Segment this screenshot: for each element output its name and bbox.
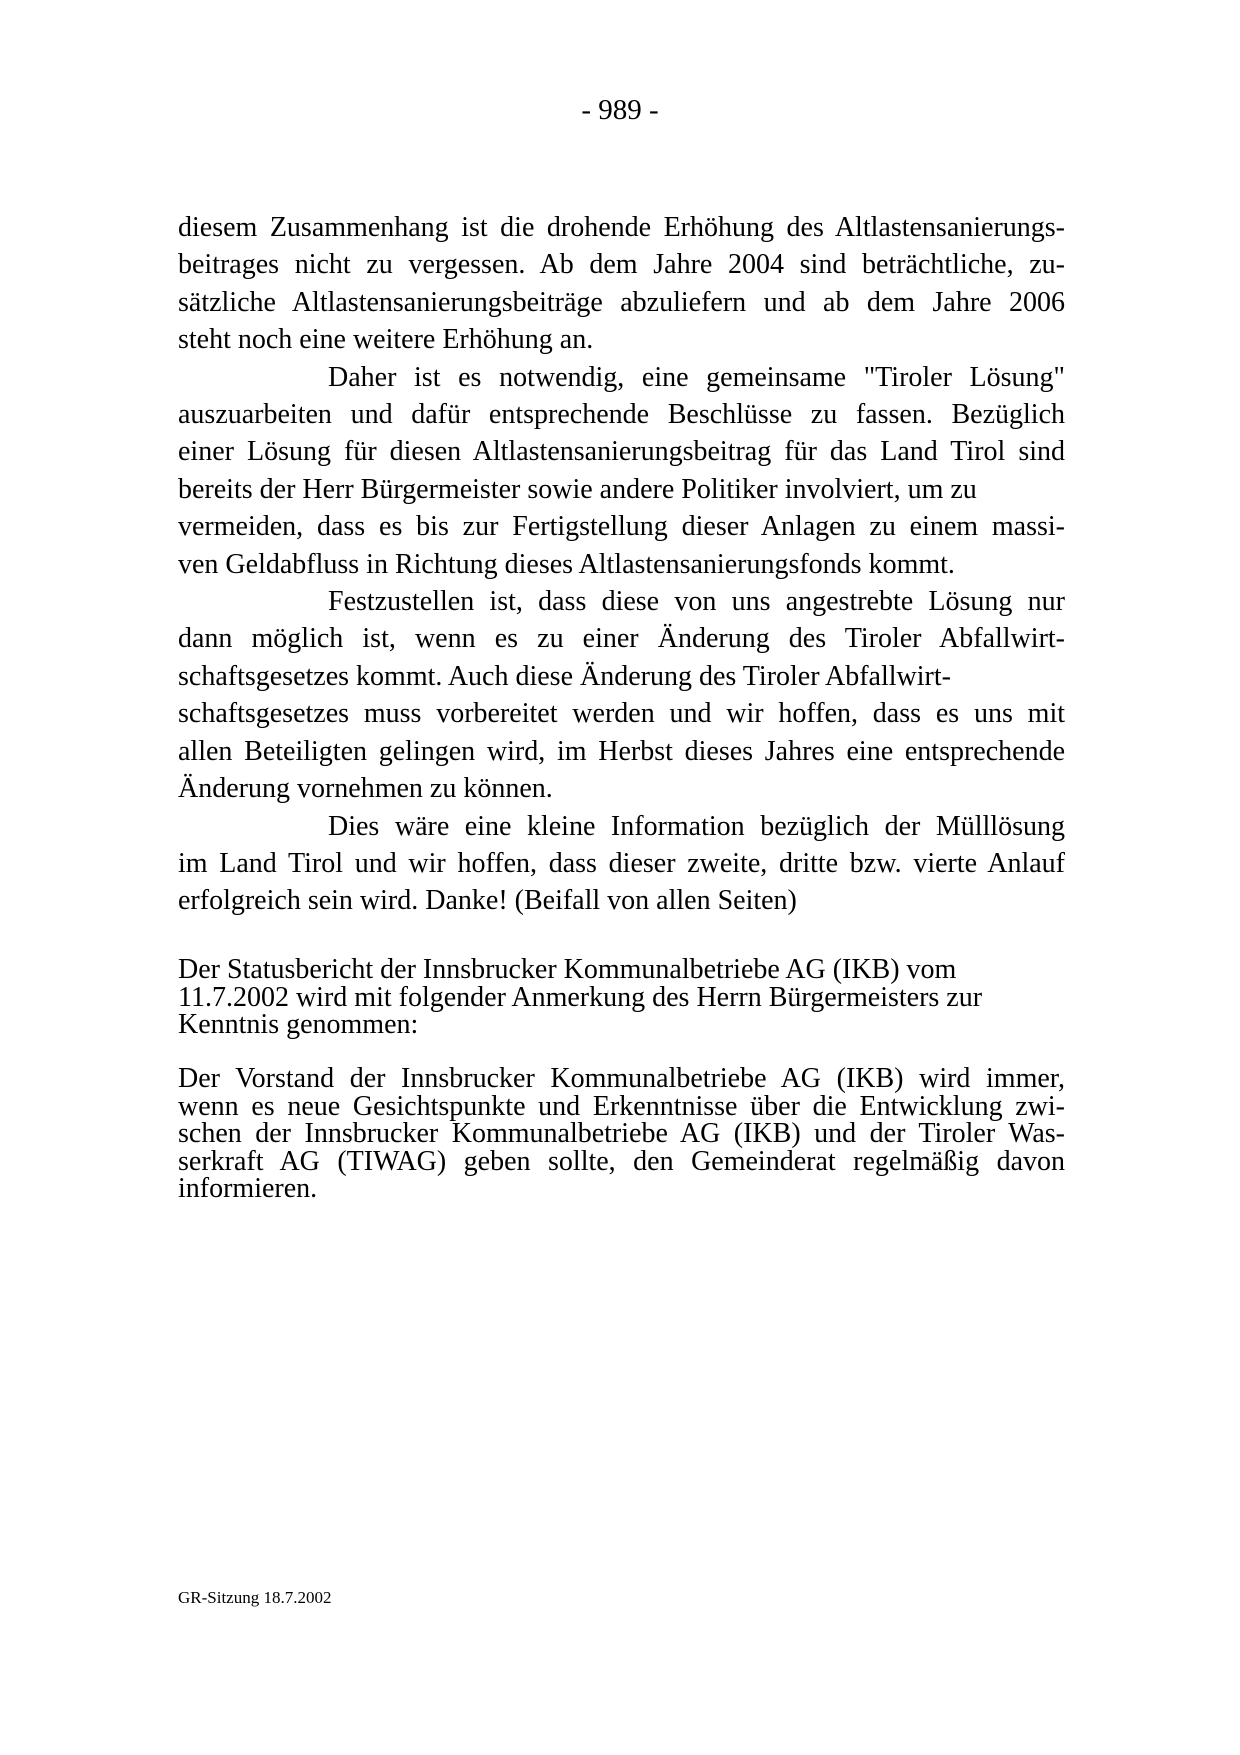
text-line: Änderung vornehmen zu können. (178, 773, 553, 805)
text-line: schaftsgesetzes kommt. Auch diese Änderung des Tiroler Abfallwirt- (178, 660, 951, 692)
speech-text (178, 209, 1065, 920)
text-line: bereits der Herr Bürgermeister sowie andere Politiker involviert, um zu (178, 473, 977, 505)
text-line: ven Geldabfluss in Richtung dieses Altlastensanierungsfonds kommt. (178, 548, 955, 580)
resolution-line: wenn es neue Gesichtspunkte und Erkenntnisse über die Entwicklung zwi- (178, 1090, 1065, 1122)
footer-session-date: GR-Sitzung 18.7.2002 (178, 1588, 332, 1607)
text-line: schaftsgesetzes muss vorbereitet werden und wir hoffen, dass es uns mit (178, 698, 1065, 730)
resolution-line: 11.7.2002 wird mit folgender Anmerkung des Herrn Bürgermeisters zur (178, 981, 983, 1013)
text-line: im Land Tirol und wir hoffen, dass dieser zweite, dritte bzw. vierte Anlauf (178, 847, 1065, 879)
resolution-statement (178, 956, 1065, 1039)
resolution-line: Der Vorstand der Innsbrucker Kommunalbetriebe AG (IKB) wird immer, (178, 1063, 1065, 1094)
text-line: auszuarbeiten und dafür entsprechende Beschlüsse zu fassen. Bezüglich (178, 399, 1065, 431)
resolution-line: schen der Innsbrucker Kommunalbetriebe AG (IKB) und der Tiroler Was- (178, 1118, 1065, 1150)
resolution-line: serkraft AG (TIWAG) geben sollte, den Gemeinderat regelmäßig davon (178, 1145, 1065, 1177)
text-line: steht noch eine weitere Erhöhung an. (178, 324, 594, 356)
text-line: vermeiden, dass es bis zur Fertigstellung dieser Anlagen zu einem massi- (178, 511, 1065, 543)
text-line: beitrages nicht zu vergessen. Ab dem Jahre 2004 sind beträchtliche, zu- (178, 249, 1065, 281)
text-line: Dies wäre eine kleine Information bezüglich der Mülllösung (328, 810, 1065, 842)
text-line: allen Beteiligten gelingen wird, im Herbst dieses Jahres eine entsprechende (178, 735, 1065, 767)
text-line: diesem Zusammenhang ist die drohende Erhöhung des Altlastensanierungs- (178, 212, 1065, 243)
resolution-note (178, 1065, 1065, 1203)
text-line: Festzustellen ist, dass diese von uns angestrebte Lösung nur (328, 586, 1065, 618)
text-line: einer Lösung für diesen Altlastensanierungsbeitrag für das Land Tirol sind (178, 436, 1065, 468)
page-number: - 989 - (581, 94, 659, 126)
resolution-line: Kenntnis genommen: (178, 1009, 419, 1041)
text-line: sätzliche Altlastensanierungsbeiträge abzuliefern und ab dem Jahre 2006 (178, 286, 1065, 318)
text-line: erfolgreich sein wird. Danke! (Beifall von allen Seiten) (178, 885, 797, 917)
resolution-line: informieren. (178, 1173, 318, 1205)
resolution-line: Der Statusbericht der Innsbrucker Kommunalbetriebe AG (IKB) vom (178, 954, 957, 985)
text-line: Daher ist es notwendig, eine gemeinsame "Tiroler Lösung" (328, 361, 1065, 393)
text-line: dann möglich ist, wenn es zu einer Änderung des Tiroler Abfallwirt- (178, 623, 1065, 655)
